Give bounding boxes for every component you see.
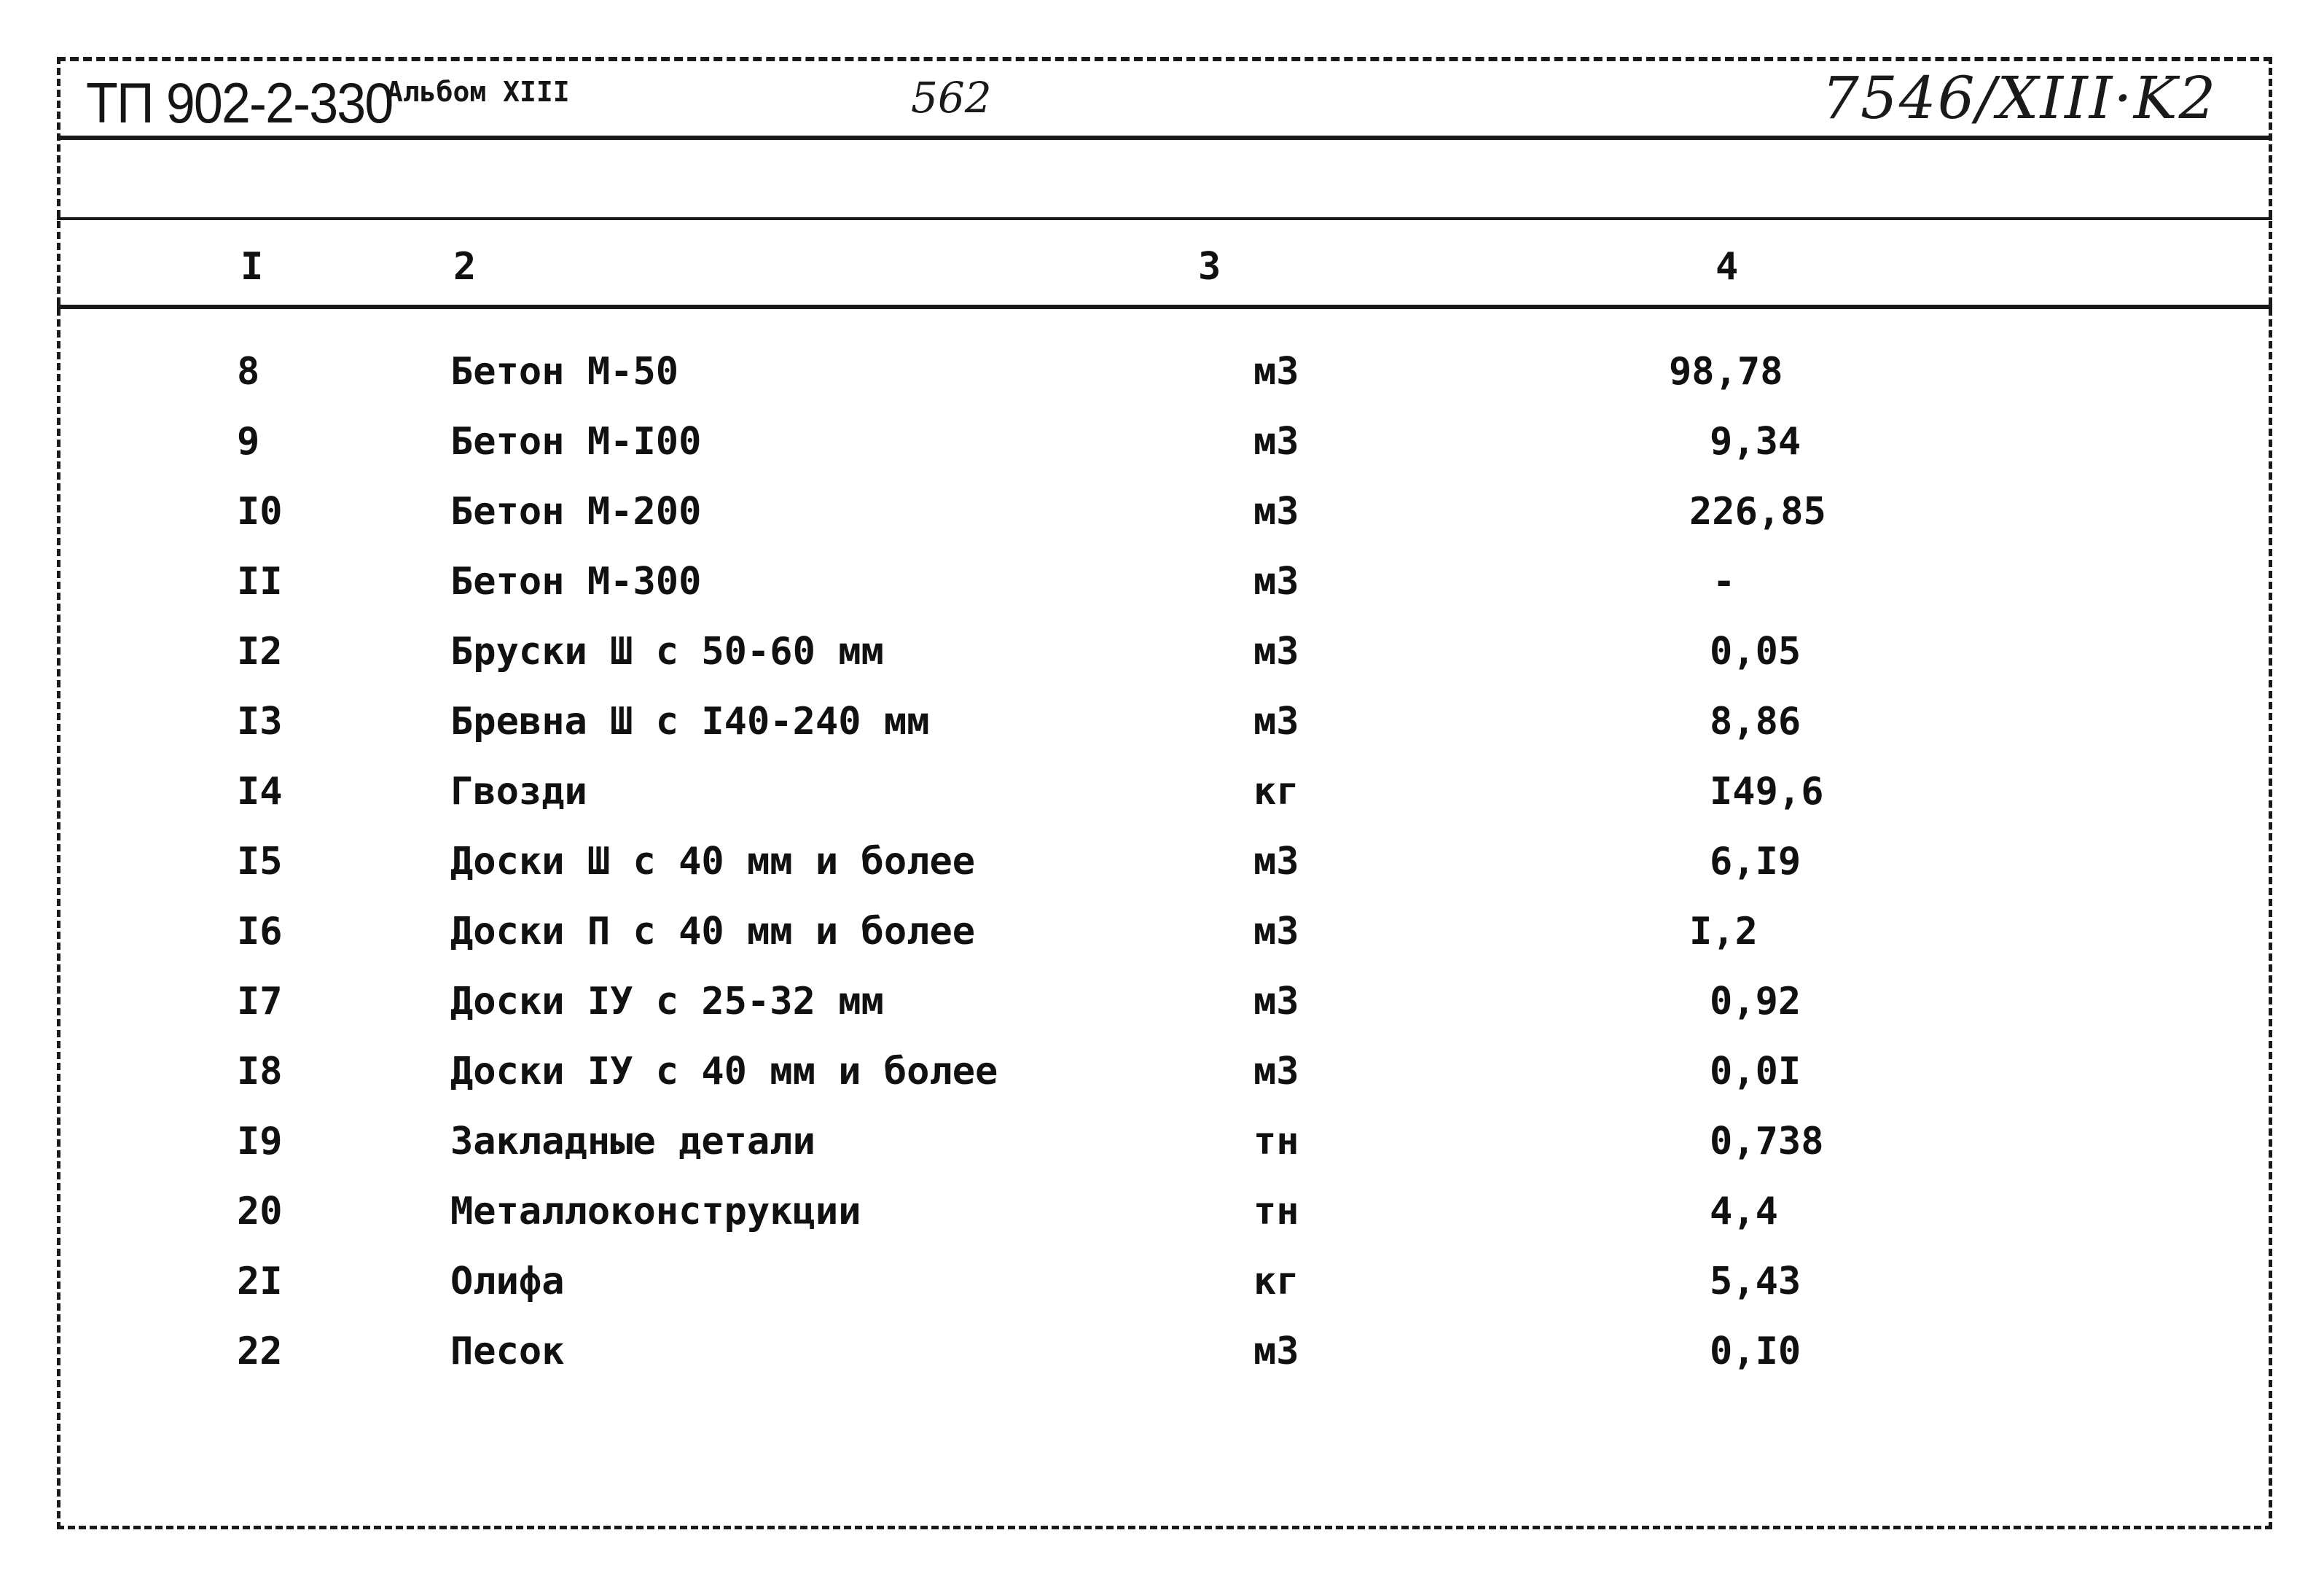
unit: тн [1253,1120,1299,1163]
table-row [0,1177,2324,1247]
row-number: I8 [237,1050,283,1093]
unit: тн [1253,1190,1299,1233]
material-name: Гвозди [450,770,587,814]
material-name: Бетон М-200 [450,490,702,534]
table-row [0,687,2324,757]
unit: м3 [1253,630,1299,674]
quantity: I,2 [1689,910,1758,953]
material-name: Доски IУ с 25-32 мм [450,980,884,1023]
quantity: 226,85 [1689,490,1826,534]
sheet-code: 7546/XIII·K2 [1822,64,2218,132]
table-row [0,1316,2324,1386]
row-number: 22 [237,1330,283,1373]
quantity: 0,0I [1710,1050,1801,1093]
unit: м3 [1253,490,1299,534]
column-header-4: 4 [1715,245,1739,289]
unit: м3 [1253,1330,1299,1373]
table-row [0,1247,2324,1316]
column-header-top-rule [57,217,2272,220]
row-number: 9 [237,420,260,464]
row-number: 8 [237,350,260,394]
quantity: 4,4 [1710,1190,1778,1233]
material-name: Бревна Ш с I40-240 мм [450,700,930,744]
material-name: Доски П с 40 мм и более [450,910,976,953]
column-header-2: 2 [453,245,477,289]
row-number: I2 [237,630,283,674]
material-name: Доски IУ с 40 мм и более [450,1050,998,1093]
row-number: II [237,560,283,604]
table-row [0,757,2324,827]
quantity: 6,I9 [1710,840,1801,883]
material-name: Закладные детали [450,1120,815,1163]
quantity: - [1713,560,1736,604]
page-number: 562 [911,73,992,122]
material-name: Песок [450,1330,565,1373]
quantity: 0,92 [1710,980,1801,1023]
unit: м3 [1253,700,1299,744]
unit: м3 [1253,910,1299,953]
column-header-1: I [240,245,264,289]
row-number: I0 [237,490,283,534]
column-header-bottom-rule [57,305,2272,309]
unit: м3 [1253,420,1299,464]
project-code: ТП 902-2-330 [86,71,393,135]
material-name: Бетон М-300 [450,560,702,604]
quantity: I49,6 [1710,770,1824,814]
unit: м3 [1253,840,1299,883]
table-row [0,547,2324,617]
table-row [0,1037,2324,1107]
row-number: 2I [237,1260,283,1303]
unit: м3 [1253,1050,1299,1093]
table-row [0,407,2324,477]
quantity: 8,86 [1710,700,1801,744]
row-number: I6 [237,910,283,953]
table-row [0,897,2324,967]
column-header-3: 3 [1198,245,1221,289]
material-name: Бруски Ш с 50-60 мм [450,630,884,674]
quantity: 98,78 [1669,350,1783,394]
row-number: 20 [237,1190,283,1233]
material-name: Металлоконструкции [450,1190,861,1233]
table-row [0,967,2324,1037]
table-row [0,617,2324,687]
table-row [0,477,2324,547]
unit: м3 [1253,980,1299,1023]
table-row [0,1107,2324,1177]
quantity: 0,05 [1710,630,1801,674]
material-name: Бетон М-50 [450,350,679,394]
row-number: I7 [237,980,283,1023]
row-number: I4 [237,770,283,814]
quantity: 5,43 [1710,1260,1801,1303]
material-name: Доски Ш с 40 мм и более [450,840,976,883]
unit: кг [1253,1260,1299,1303]
row-number: I5 [237,840,283,883]
quantity: 0,738 [1710,1120,1824,1163]
quantity: 9,34 [1710,420,1801,464]
unit: м3 [1253,350,1299,394]
album-label: Альбом XIII [386,76,570,108]
table-row [0,337,2324,407]
unit: м3 [1253,560,1299,604]
table-row [0,827,2324,897]
unit: кг [1253,770,1299,814]
row-number: I3 [237,700,283,744]
material-name: Бетон М-I00 [450,420,702,464]
material-name: Олифа [450,1260,565,1303]
quantity: 0,I0 [1710,1330,1801,1373]
row-number: I9 [237,1120,283,1163]
